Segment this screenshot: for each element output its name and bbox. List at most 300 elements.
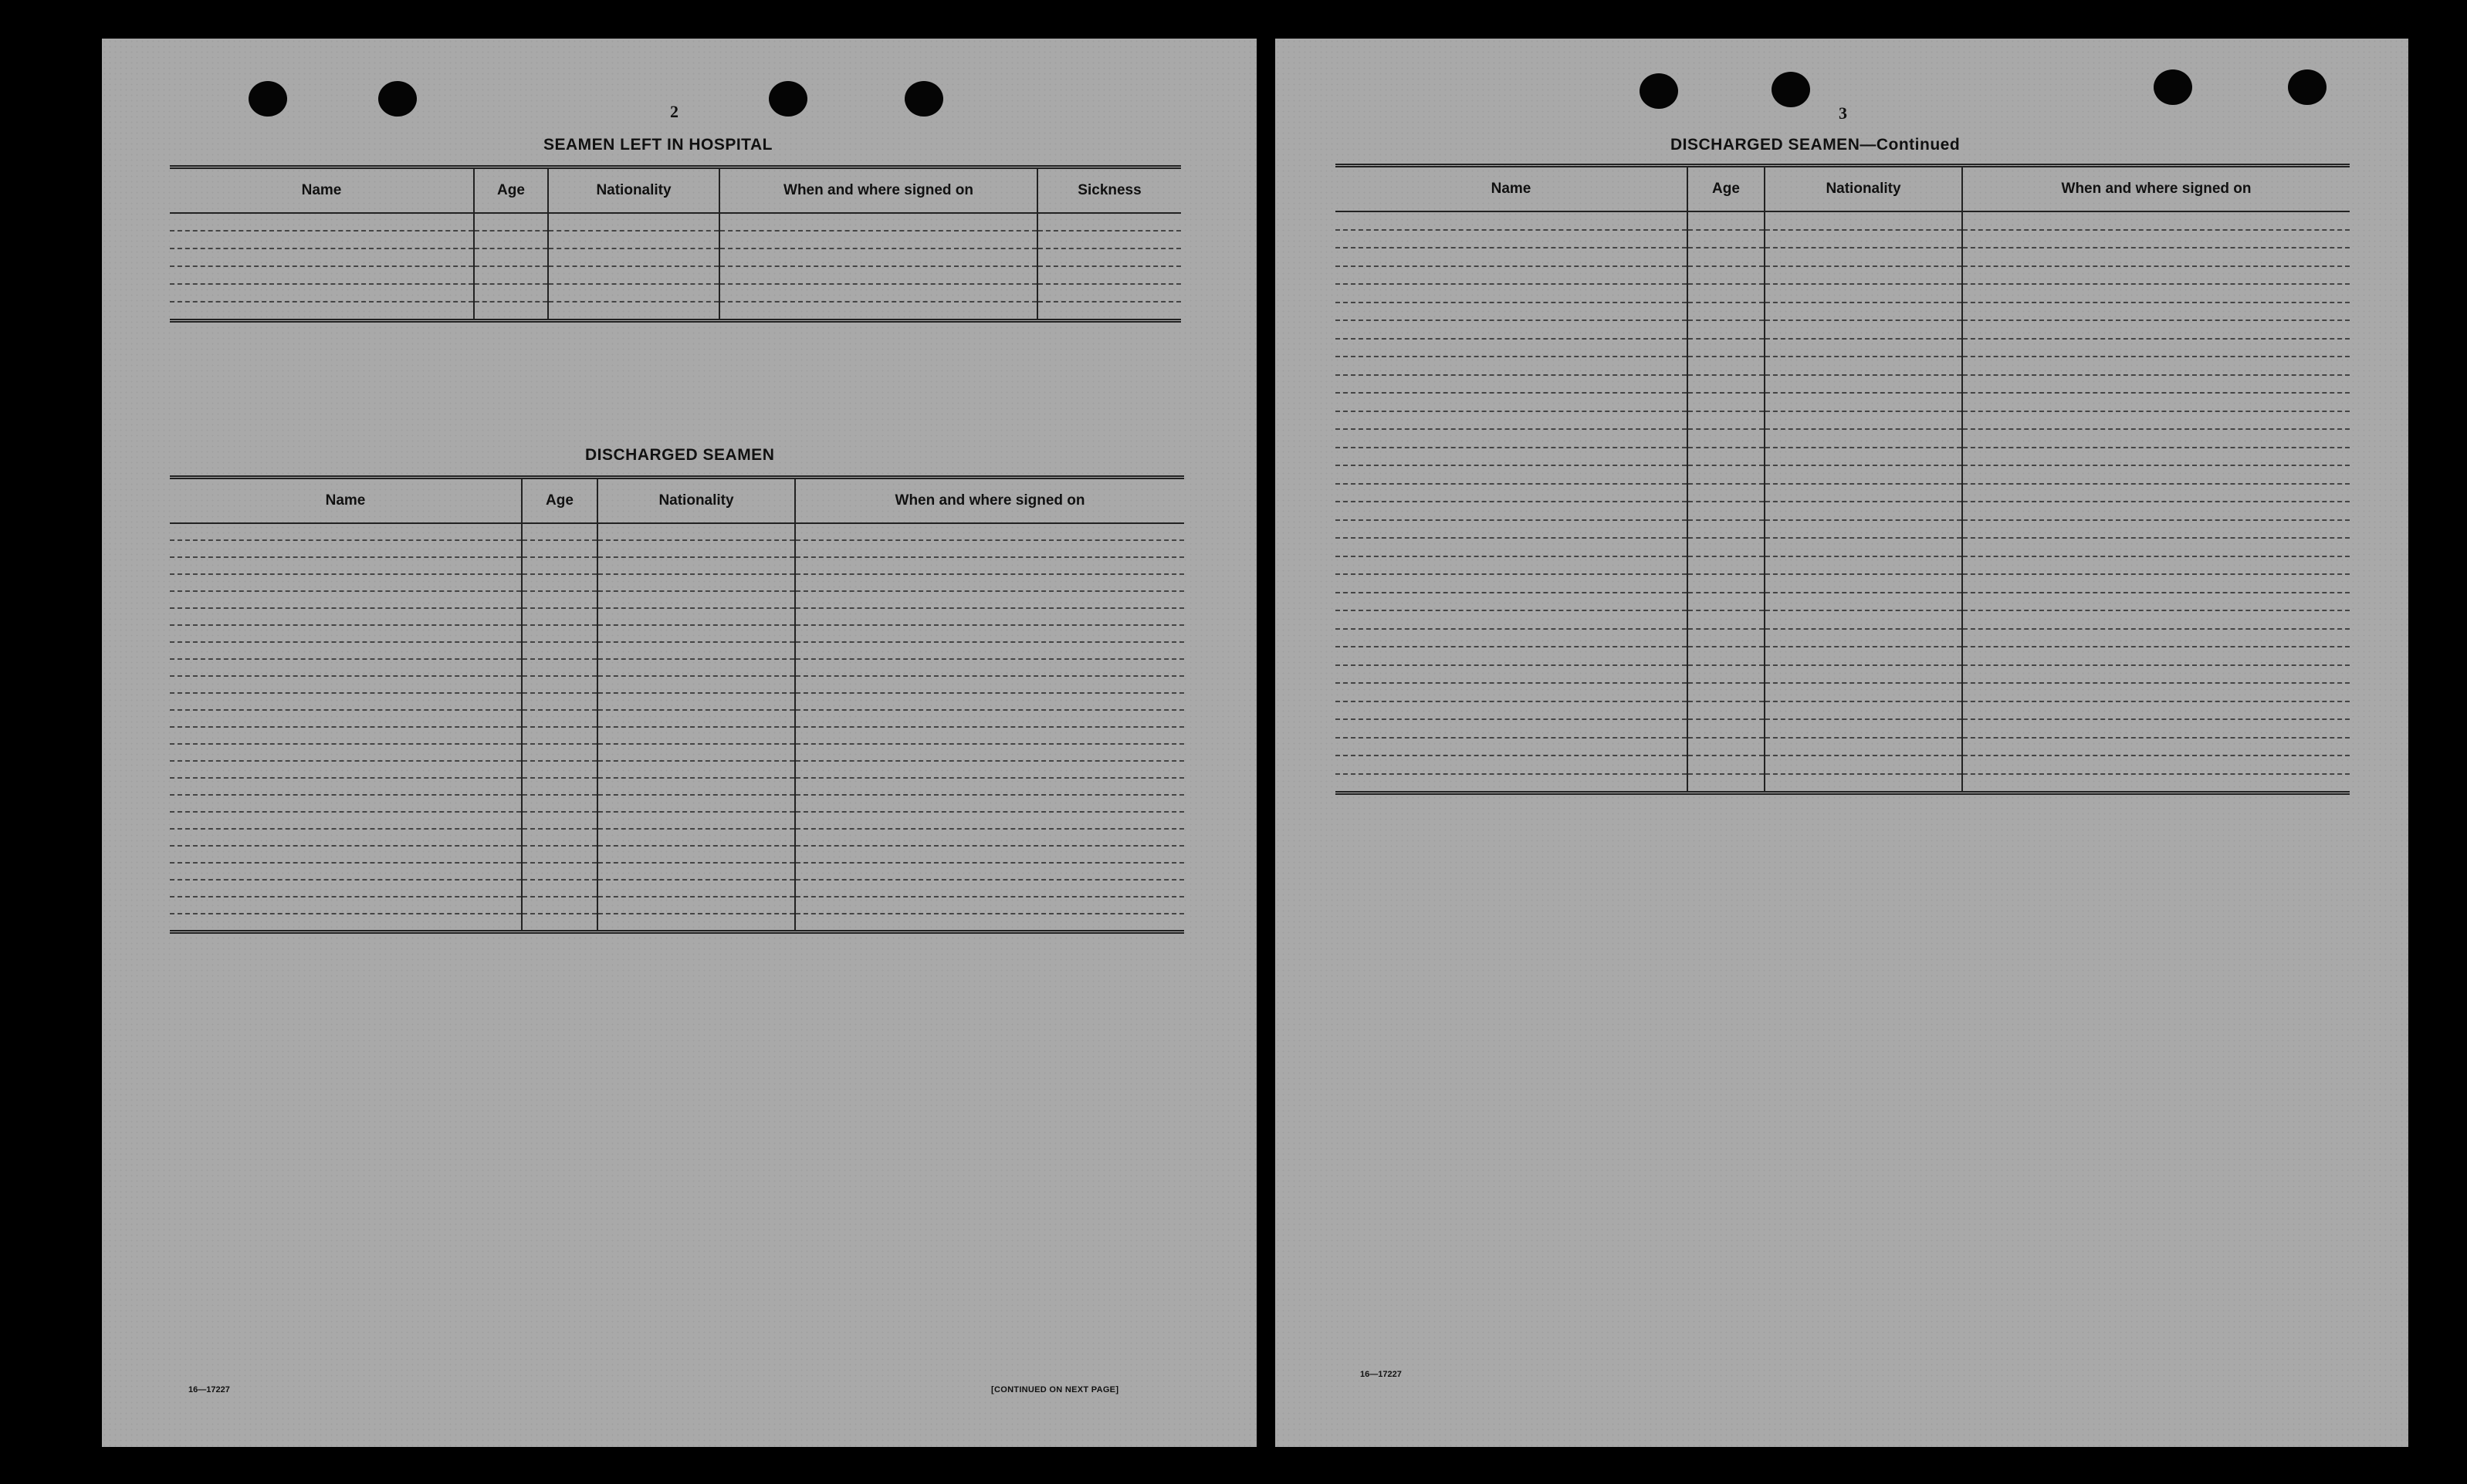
table-cell [1037, 284, 1181, 302]
punch-hole [905, 81, 943, 117]
table-row [1335, 357, 2350, 375]
table-cell [1765, 647, 1962, 665]
table-cell [1765, 320, 1962, 339]
table-cell [170, 710, 522, 727]
table-cell [795, 727, 1184, 744]
table-cell [522, 863, 597, 880]
form-code: 16—17227 [1360, 1370, 1402, 1379]
table-cell [1687, 448, 1765, 466]
table-cell [170, 676, 522, 693]
table-cell [1765, 230, 1962, 248]
table-cell [474, 231, 548, 248]
table-cell [719, 248, 1037, 266]
table-cell [1765, 719, 1962, 738]
table-cell [170, 914, 522, 932]
table-cell [1335, 393, 1687, 411]
table-cell [1335, 738, 1687, 756]
table-cell [795, 812, 1184, 829]
table-cell [1335, 303, 1687, 321]
table-cell [1335, 593, 1687, 611]
table-cell [170, 231, 474, 248]
table-cell [1687, 520, 1765, 539]
punch-hole [2154, 69, 2192, 105]
table-cell [795, 676, 1184, 693]
table-cell [548, 213, 719, 231]
table-cell [1962, 701, 2350, 720]
table-row [1335, 375, 2350, 394]
table-cell [170, 880, 522, 897]
table-cell [522, 914, 597, 932]
table-row [1335, 411, 2350, 430]
table-cell [719, 213, 1037, 231]
hospital-section-title: SEAMEN LEFT IN HOSPITAL [543, 136, 773, 154]
table-cell [1687, 701, 1765, 720]
table-cell [1962, 683, 2350, 701]
table-cell [1765, 756, 1962, 774]
table-cell [1962, 375, 2350, 394]
table-cell [548, 266, 719, 284]
table-cell [597, 625, 795, 642]
table-cell [597, 863, 795, 880]
table-row [170, 608, 1184, 625]
table-cell [170, 302, 474, 321]
table-cell [1335, 683, 1687, 701]
table-cell [548, 231, 719, 248]
table-cell [597, 608, 795, 625]
table-cell [1765, 484, 1962, 502]
table-cell [1687, 211, 1765, 230]
table-row [1335, 303, 2350, 321]
table-cell [795, 795, 1184, 812]
table-row [1335, 465, 2350, 484]
table-cell [170, 812, 522, 829]
table-cell [1037, 213, 1181, 231]
table-cell [522, 897, 597, 914]
table-cell [795, 540, 1184, 557]
punch-hole [2288, 69, 2327, 105]
table-cell [1687, 502, 1765, 520]
table-cell [1962, 738, 2350, 756]
table-cell [1687, 538, 1765, 556]
page-number: 3 [1839, 103, 1847, 123]
table-cell [1687, 574, 1765, 593]
table-cell [1962, 484, 2350, 502]
table-row [170, 302, 1181, 321]
table-cell [597, 727, 795, 744]
table-cell [795, 625, 1184, 642]
table-row [170, 248, 1181, 266]
table-cell [1335, 610, 1687, 629]
table-cell [1765, 520, 1962, 539]
table-cell [1962, 574, 2350, 593]
table-cell [597, 710, 795, 727]
table-cell [1335, 429, 1687, 448]
table-row [170, 710, 1184, 727]
table-row [170, 625, 1184, 642]
column-header-nationality: Nationality [597, 478, 795, 524]
table-row [170, 266, 1181, 284]
table-cell [1765, 303, 1962, 321]
table-row [170, 914, 1184, 932]
table-cell [1962, 339, 2350, 357]
table-cell [795, 863, 1184, 880]
table-row [170, 231, 1181, 248]
table-cell [522, 778, 597, 795]
table-cell [597, 778, 795, 795]
section-title-main: DISCHARGED SEAMEN [1670, 136, 1860, 154]
table-cell [597, 574, 795, 591]
table-cell [522, 846, 597, 863]
table-cell [170, 266, 474, 284]
table-cell [1962, 719, 2350, 738]
table-row [170, 523, 1184, 540]
table-cell [1335, 556, 1687, 575]
table-row [170, 591, 1184, 608]
table-cell [1765, 339, 1962, 357]
table-row [1335, 484, 2350, 502]
table-cell [170, 693, 522, 710]
table-row [170, 897, 1184, 914]
table-cell [1962, 211, 2350, 230]
table-cell [522, 642, 597, 659]
table-row [1335, 266, 2350, 285]
table-cell [522, 523, 597, 540]
table-cell [1962, 411, 2350, 430]
column-header-nationality: Nationality [548, 167, 719, 214]
table-cell [1335, 701, 1687, 720]
table-cell [1962, 448, 2350, 466]
table-cell [1765, 429, 1962, 448]
table-row [170, 744, 1184, 761]
table-cell [1962, 284, 2350, 303]
table-row [170, 727, 1184, 744]
table-row [170, 557, 1184, 574]
table-cell [795, 914, 1184, 932]
table-cell [548, 284, 719, 302]
table-cell [597, 846, 795, 863]
table-cell [795, 608, 1184, 625]
table-cell [170, 574, 522, 591]
punch-hole [1640, 73, 1678, 109]
table-cell [1687, 647, 1765, 665]
table-cell [719, 231, 1037, 248]
table-row [170, 659, 1184, 676]
table-cell [597, 557, 795, 574]
column-header-nationality: Nationality [1765, 166, 1962, 212]
table-cell [522, 540, 597, 557]
table-cell [795, 557, 1184, 574]
table-cell [597, 523, 795, 540]
table-cell [170, 727, 522, 744]
table-cell [597, 897, 795, 914]
table-cell [548, 248, 719, 266]
table-cell [1962, 520, 2350, 539]
table-cell [170, 744, 522, 761]
table-cell [1962, 230, 2350, 248]
table-cell [1335, 230, 1687, 248]
table-cell [170, 659, 522, 676]
table-cell [1335, 411, 1687, 430]
table-row [1335, 502, 2350, 520]
table-cell [522, 761, 597, 778]
table-row [170, 795, 1184, 812]
table-cell [1765, 266, 1962, 285]
table-row [1335, 701, 2350, 720]
table-row [1335, 647, 2350, 665]
table-row [1335, 211, 2350, 230]
table-cell [1962, 756, 2350, 774]
table-cell [597, 880, 795, 897]
column-header-age: Age [522, 478, 597, 524]
table-cell [1962, 320, 2350, 339]
table-cell [522, 829, 597, 846]
table-cell [795, 744, 1184, 761]
page-number: 2 [670, 102, 679, 121]
table-cell [170, 846, 522, 863]
table-row [170, 693, 1184, 710]
table-cell [1037, 231, 1181, 248]
table-cell [1962, 266, 2350, 285]
table-cell [1335, 520, 1687, 539]
table-row [170, 880, 1184, 897]
table-cell [1687, 230, 1765, 248]
table-row [1335, 574, 2350, 593]
table-cell [474, 266, 548, 284]
table-row [1335, 339, 2350, 357]
table-row [170, 846, 1184, 863]
table-cell [597, 693, 795, 710]
table-row [1335, 774, 2350, 793]
table-cell [1962, 429, 2350, 448]
table-cell [1687, 610, 1765, 629]
table-row [1335, 665, 2350, 684]
table-cell [1037, 248, 1181, 266]
table-cell [1687, 266, 1765, 285]
table-cell [795, 574, 1184, 591]
table-cell [1335, 502, 1687, 520]
table-cell [795, 829, 1184, 846]
table-cell [522, 659, 597, 676]
table-cell [1335, 484, 1687, 502]
table-cell [795, 693, 1184, 710]
table-cell [1335, 266, 1687, 285]
table-cell [597, 812, 795, 829]
table-row [1335, 629, 2350, 647]
table-cell [522, 557, 597, 574]
table-cell [1765, 610, 1962, 629]
table-cell [1037, 266, 1181, 284]
column-header-sickness: Sickness [1037, 167, 1181, 214]
table-cell [1335, 211, 1687, 230]
table-row [1335, 429, 2350, 448]
table-cell [1687, 320, 1765, 339]
table-cell [1962, 556, 2350, 575]
table-cell [474, 213, 548, 231]
table-cell [1335, 756, 1687, 774]
table-row [1335, 248, 2350, 266]
discharged-continued-table [1335, 164, 2350, 795]
table-cell [1765, 448, 1962, 466]
table-row [1335, 556, 2350, 575]
table-cell [1962, 502, 2350, 520]
table-row [1335, 738, 2350, 756]
table-cell [522, 625, 597, 642]
table-row [170, 829, 1184, 846]
table-cell [522, 727, 597, 744]
table-cell [795, 642, 1184, 659]
table-row [170, 676, 1184, 693]
table-cell [597, 795, 795, 812]
table-cell [522, 574, 597, 591]
table-cell [1687, 665, 1765, 684]
table-row [170, 812, 1184, 829]
table-cell [1765, 393, 1962, 411]
table-cell [597, 744, 795, 761]
table-cell [474, 284, 548, 302]
table-cell [170, 284, 474, 302]
table-cell [522, 693, 597, 710]
column-header-name: Name [170, 478, 522, 524]
table-cell [522, 591, 597, 608]
section-title [1670, 136, 1960, 154]
form-code: 16—17227 [188, 1385, 230, 1394]
table-cell [1335, 284, 1687, 303]
table-cell [170, 897, 522, 914]
punch-hole [378, 81, 417, 117]
table-cell [170, 761, 522, 778]
table-row [170, 642, 1184, 659]
table-cell [170, 608, 522, 625]
table-cell [1962, 629, 2350, 647]
table-cell [1687, 484, 1765, 502]
table-cell [1687, 284, 1765, 303]
table-row [170, 540, 1184, 557]
table-row [1335, 719, 2350, 738]
table-cell [522, 608, 597, 625]
table-cell [1962, 665, 2350, 684]
table-cell [1765, 556, 1962, 575]
table-cell [1687, 756, 1765, 774]
punch-hole [769, 81, 807, 117]
table-row [1335, 230, 2350, 248]
table-cell [1687, 556, 1765, 575]
column-header-signed-on: When and where signed on [719, 167, 1037, 214]
table-cell [1335, 320, 1687, 339]
table-cell [1765, 357, 1962, 375]
table-cell [795, 523, 1184, 540]
table-cell [1962, 538, 2350, 556]
table-cell [795, 880, 1184, 897]
table-row [170, 284, 1181, 302]
table-cell [1687, 375, 1765, 394]
table-cell [1335, 448, 1687, 466]
table-row [170, 213, 1181, 231]
table-cell [1765, 701, 1962, 720]
table-row [1335, 448, 2350, 466]
right-page [1275, 39, 2408, 1447]
table-cell [170, 829, 522, 846]
table-cell [1765, 465, 1962, 484]
table-cell [795, 591, 1184, 608]
table-cell [1335, 774, 1687, 793]
table-cell [795, 778, 1184, 795]
table-cell [1335, 339, 1687, 357]
table-cell [1765, 211, 1962, 230]
column-header-signed-on: When and where signed on [795, 478, 1184, 524]
table-cell [1687, 683, 1765, 701]
table-cell [1962, 610, 2350, 629]
table-cell [1037, 302, 1181, 321]
table-cell [522, 812, 597, 829]
table-cell [597, 659, 795, 676]
table-cell [795, 846, 1184, 863]
table-cell [795, 897, 1184, 914]
table-cell [597, 829, 795, 846]
table-cell [1765, 629, 1962, 647]
table-cell [1765, 538, 1962, 556]
table-cell [1962, 303, 2350, 321]
table-cell [1687, 429, 1765, 448]
table-cell [1335, 357, 1687, 375]
table-cell [548, 302, 719, 321]
punch-hole [249, 81, 287, 117]
hospital-table [170, 165, 1181, 323]
table-cell [1335, 647, 1687, 665]
table-cell [1687, 738, 1765, 756]
table-row [170, 863, 1184, 880]
table-cell [1335, 665, 1687, 684]
table-row [1335, 538, 2350, 556]
table-cell [1765, 683, 1962, 701]
table-cell [170, 213, 474, 231]
table-cell [1687, 629, 1765, 647]
table-cell [170, 778, 522, 795]
table-cell [1765, 774, 1962, 793]
table-row [1335, 593, 2350, 611]
table-cell [1687, 774, 1765, 793]
table-cell [1765, 574, 1962, 593]
left-page [102, 39, 1257, 1447]
table-cell [795, 761, 1184, 778]
table-row [1335, 610, 2350, 629]
table-cell [1765, 248, 1962, 266]
table-cell [522, 710, 597, 727]
table-cell [1335, 375, 1687, 394]
table-cell [1962, 774, 2350, 793]
table-cell [795, 659, 1184, 676]
table-cell [1765, 738, 1962, 756]
table-cell [1687, 719, 1765, 738]
table-cell [522, 676, 597, 693]
table-cell [1962, 357, 2350, 375]
discharged-table [170, 475, 1184, 934]
table-cell [597, 676, 795, 693]
section-title-continued: —Continued [1860, 136, 1961, 154]
table-cell [170, 591, 522, 608]
column-header-age: Age [1687, 166, 1765, 212]
table-row [170, 778, 1184, 795]
table-cell [474, 248, 548, 266]
table-cell [1962, 393, 2350, 411]
table-cell [1765, 593, 1962, 611]
table-cell [597, 591, 795, 608]
table-cell [170, 557, 522, 574]
punch-hole [1772, 72, 1810, 107]
column-header-name: Name [170, 167, 474, 214]
table-cell [795, 710, 1184, 727]
table-cell [1962, 465, 2350, 484]
table-cell [1765, 284, 1962, 303]
